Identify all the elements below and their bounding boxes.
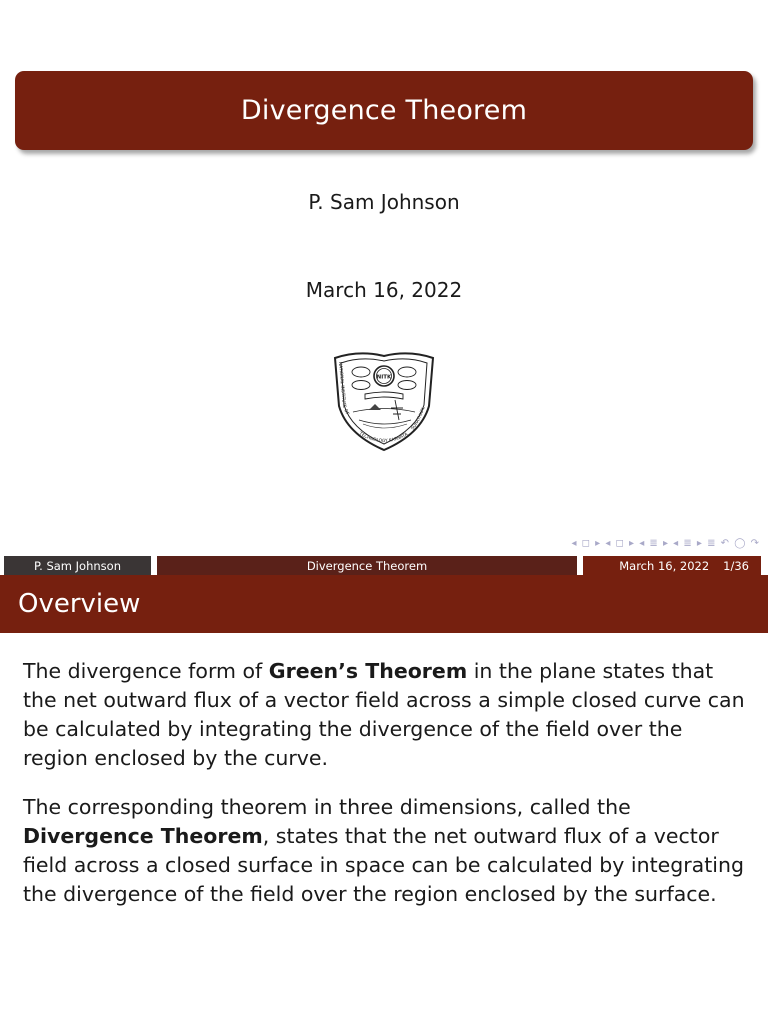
frame-title (0, 575, 768, 633)
slide-footer (0, 556, 768, 575)
para1-text-post: in the plane states that the net outward flux of a vector field across a simple closed curve can be calculated by integrating the divergence of the field over the region enclosed by the curve. (23, 659, 745, 770)
author-name: P. Sam Johnson (308, 190, 460, 214)
crest-ring-bottom: TECHNOLOGY KARNATA (358, 431, 409, 445)
footer-author-label: P. Sam Johnson (34, 558, 121, 573)
footer-author (4, 556, 151, 575)
para2-text-post: , states that the net outward flux of a vector field across a closed surface in space can be calculated by integrating the divergence of the field over the region enclosed by the surface. (23, 824, 744, 906)
crest-ring-left: NATIONAL INSTITUTE OF (337, 361, 350, 417)
overview-slide (0, 575, 768, 1024)
para2-bold-term: Divergence Theorem (23, 824, 263, 848)
beamer-navigation-symbols[interactable]: ◂ ◻ ▸ ◂ ◻ ▸ ◂ ≣ ▸ ◂ ≣ ▸ ≣ ↶ ◯ ↷ (571, 538, 760, 549)
presentation-date: March 16, 2022 (305, 278, 463, 302)
para1-bold-term: Green’s Theorem (268, 659, 468, 683)
para2-text-pre: The corresponding theorem in three dimensions, called the (23, 795, 631, 819)
nitk-crest-icon (329, 350, 439, 454)
para1-text-pre: The divergence form of (23, 659, 269, 683)
frame-title-label: Overview (18, 589, 141, 619)
footer-page-number: 1/36 (723, 558, 749, 573)
footer-date: March 16, 2022 (619, 558, 710, 573)
slide-title: Divergence Theorem (240, 95, 528, 126)
crest-center-badge: NITK (376, 374, 392, 381)
overview-paragraph-2 (23, 793, 753, 909)
crest-ring-right: SURATHKAL (410, 406, 427, 432)
footer-title (157, 556, 577, 575)
footer-date-page (583, 556, 761, 575)
overview-paragraph-1 (23, 657, 753, 773)
footer-title-label: Divergence Theorem (306, 558, 428, 573)
slide-title-box (15, 71, 753, 150)
